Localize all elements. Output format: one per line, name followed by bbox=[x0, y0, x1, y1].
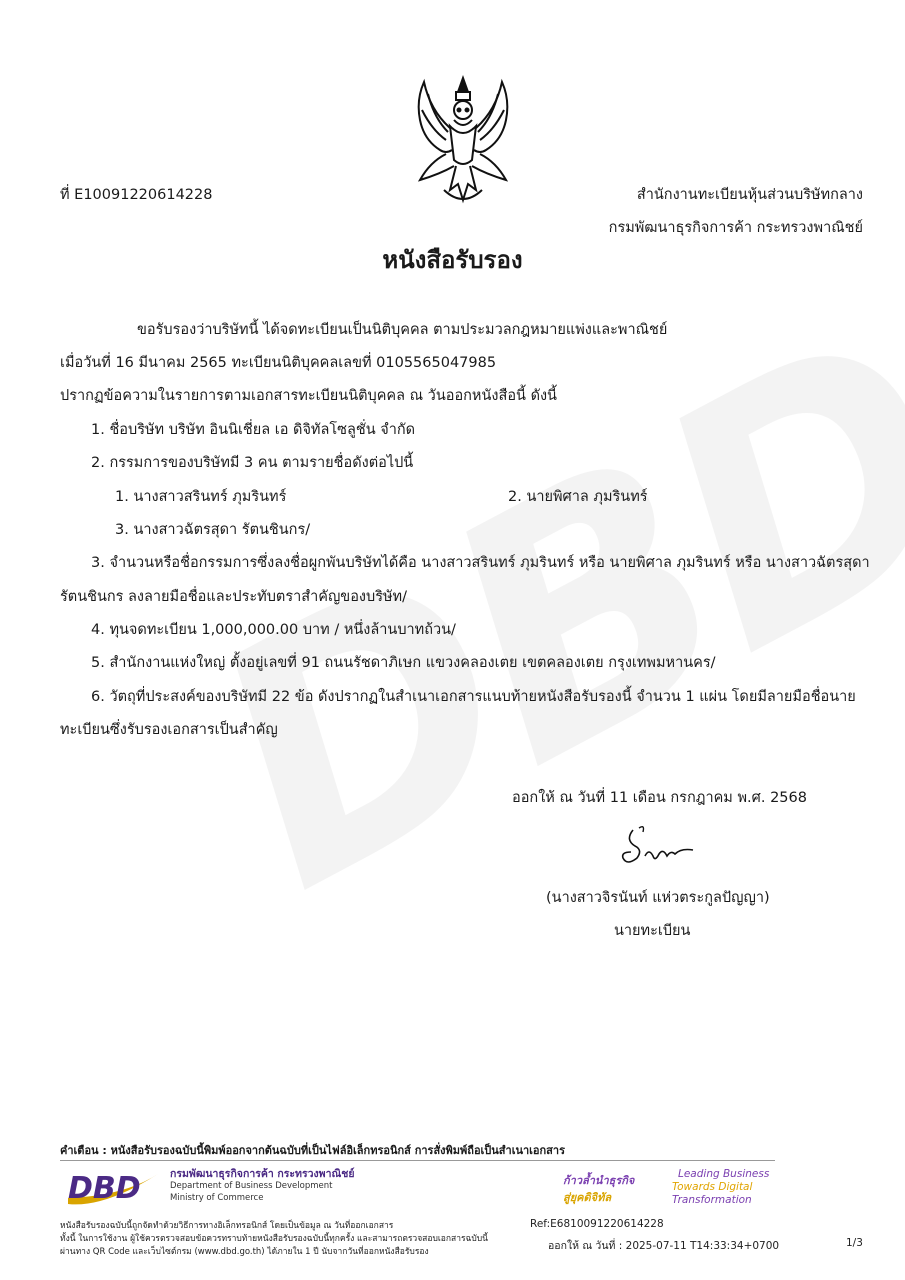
dbd-logo bbox=[64, 1168, 162, 1208]
item-head-office: 5. สำนักงานแห่งใหญ่ ตั้งอยู่เลขที่ 91 ถนนรัชดาภิเษก แขวงคลองเตย เขตคลองเตย กรุงเทพมหานคร/ bbox=[91, 655, 716, 671]
slogan-thai bbox=[563, 1172, 634, 1206]
ministry-en: Ministry of Commerce bbox=[170, 1193, 264, 1203]
director-3: 3. นางสาวฉัตรสุดา รัตนชินกร/ bbox=[115, 522, 311, 538]
certification-statement: ขอรับรองว่าบริษัทนี้ ได้จดทะเบียนเป็นนิติบุคคล ตามประมวลกฎหมายแพ่งและพาณิชย์ bbox=[137, 322, 668, 338]
department-th: กรมพัฒนาธุรกิจการค้า กระทรวงพาณิชย์ bbox=[170, 1168, 355, 1180]
item-objectives: 6. วัตถุที่ประสงค์ของบริษัทมี 22 ข้อ ดังปรากฏในสำเนาเอกสารแนบท้ายหนังสือรับรองนี้ จำนวน 1 แผ่น โดยมีลายมือชื่อนาย bbox=[91, 689, 856, 705]
director-2: 2. นายพิศาล ภุมรินทร์ bbox=[508, 489, 648, 505]
footnote-line2: ทั้งนี้ ในการใช้งาน ผู้ใช้ควรตรวจสอบข้อควรทราบท้ายหนังสือรับรองฉบับนี้ทุกครั้ง และสามารถตรวจสอบเอกสารฉบับนี้ bbox=[60, 1234, 488, 1244]
slogan-en-line3: Transformation bbox=[672, 1194, 752, 1206]
footer-divider bbox=[60, 1160, 775, 1161]
document-number: ที่ E10091220614228 bbox=[60, 187, 213, 203]
slogan-thai-line2: สู่ยุคดิจิทัล bbox=[563, 1191, 612, 1204]
registrar-title: นายทะเบียน bbox=[614, 923, 691, 939]
slogan-english bbox=[672, 1168, 769, 1207]
slogan-thai-line1: ก้าวล้ำนำธุรกิจ bbox=[563, 1174, 635, 1187]
slogan-en-line1: Leading Business bbox=[678, 1168, 770, 1180]
item-company-name: 1. ชื่อบริษัท บริษัท อินนิเชี่ยล เอ ดิจิทัลโซลูชั่น จำกัด bbox=[91, 422, 416, 438]
footnote-line1: หนังสือรับรองฉบับนี้ถูกจัดทำด้วยวิธีการทางอิเล็กทรอนิกส์ โดยเป็นข้อมูล ณ วันที่ออกเอกสาร bbox=[60, 1221, 394, 1231]
listing-intro: ปรากฏข้อความในรายการตามเอกสารทะเบียนนิติบุคคล ณ วันออกหนังสือนี้ ดังนี้ bbox=[60, 388, 557, 404]
department-name: กรมพัฒนาธุรกิจการค้า กระทรวงพาณิชย์ bbox=[608, 220, 863, 236]
registrar-name: (นางสาวจิรนันท์ แห่วตระกูลปัญญา) bbox=[546, 890, 770, 906]
document-title: หนังสือรับรอง bbox=[382, 246, 523, 274]
registration-details: เมื่อวันที่ 16 มีนาคม 2565 ทะเบียนนิติบุคคลเลขที่ 0105565047985 bbox=[60, 355, 497, 371]
slogan-en-line2: Towards Digital bbox=[672, 1181, 753, 1193]
garuda-emblem bbox=[410, 70, 516, 210]
dbd-logo-text: DBD bbox=[68, 1171, 141, 1206]
footnote bbox=[60, 1220, 488, 1259]
item-signing-authority-cont: รัตนชินกร ลงลายมือชื่อและประทับตราสำคัญของบริษัท/ bbox=[60, 589, 408, 605]
item-objectives-cont: ทะเบียนซึ่งรับรองเอกสารเป็นสำคัญ bbox=[60, 722, 278, 738]
item-signing-authority: 3. จำนวนหรือชื่อกรรมการซึ่งลงชื่อผูกพันบริษัทได้คือ นางสาวสรินทร์ ภุมรินทร์ หรือ นายพิศาล ภุมรินทร์ หรือ นางสาวฉัตรสุดา bbox=[91, 555, 870, 571]
department-block bbox=[170, 1168, 354, 1204]
footnote-line3: ผ่านทาง QR Code และเว็บไซต์กรม (www.dbd.go.th) ได้ภายใน 1 ปี นับจากวันที่ออกหนังสือรับรอง bbox=[60, 1247, 429, 1257]
page-number: 1/3 bbox=[846, 1237, 863, 1249]
warning-notice: คำเตือน : หนังสือรับรองฉบับนี้พิมพ์ออกจากต้นฉบับที่เป็นไฟล์อิเล็กทรอนิกส์ การสั่งพิมพ์ถือเป็นสำเนาเอกสาร bbox=[60, 1144, 565, 1157]
director-1: 1. นางสาวสรินทร์ ภุมรินทร์ bbox=[115, 489, 287, 505]
issue-date: ออกให้ ณ วันที่ 11 เดือน กรกฎาคม พ.ศ. 2568 bbox=[512, 790, 807, 806]
department-en: Department of Business Development bbox=[170, 1181, 333, 1191]
reference-number: Ref:E6810091220614228 bbox=[530, 1218, 664, 1230]
item-directors: 2. กรรมการของบริษัทมี 3 คน ตามรายชื่อดังต่อไปนี้ bbox=[91, 455, 414, 471]
office-name: สำนักงานทะเบียนหุ้นส่วนบริษัทกลาง bbox=[636, 187, 863, 203]
registrar-signature bbox=[615, 822, 705, 872]
issued-timestamp: ออกให้ ณ วันที่ : 2025-07-11 T14:33:34+0700 bbox=[548, 1240, 780, 1252]
item-capital: 4. ทุนจดทะเบียน 1,000,000.00 บาท / หนึ่งล้านบาทถ้วน/ bbox=[91, 622, 456, 638]
